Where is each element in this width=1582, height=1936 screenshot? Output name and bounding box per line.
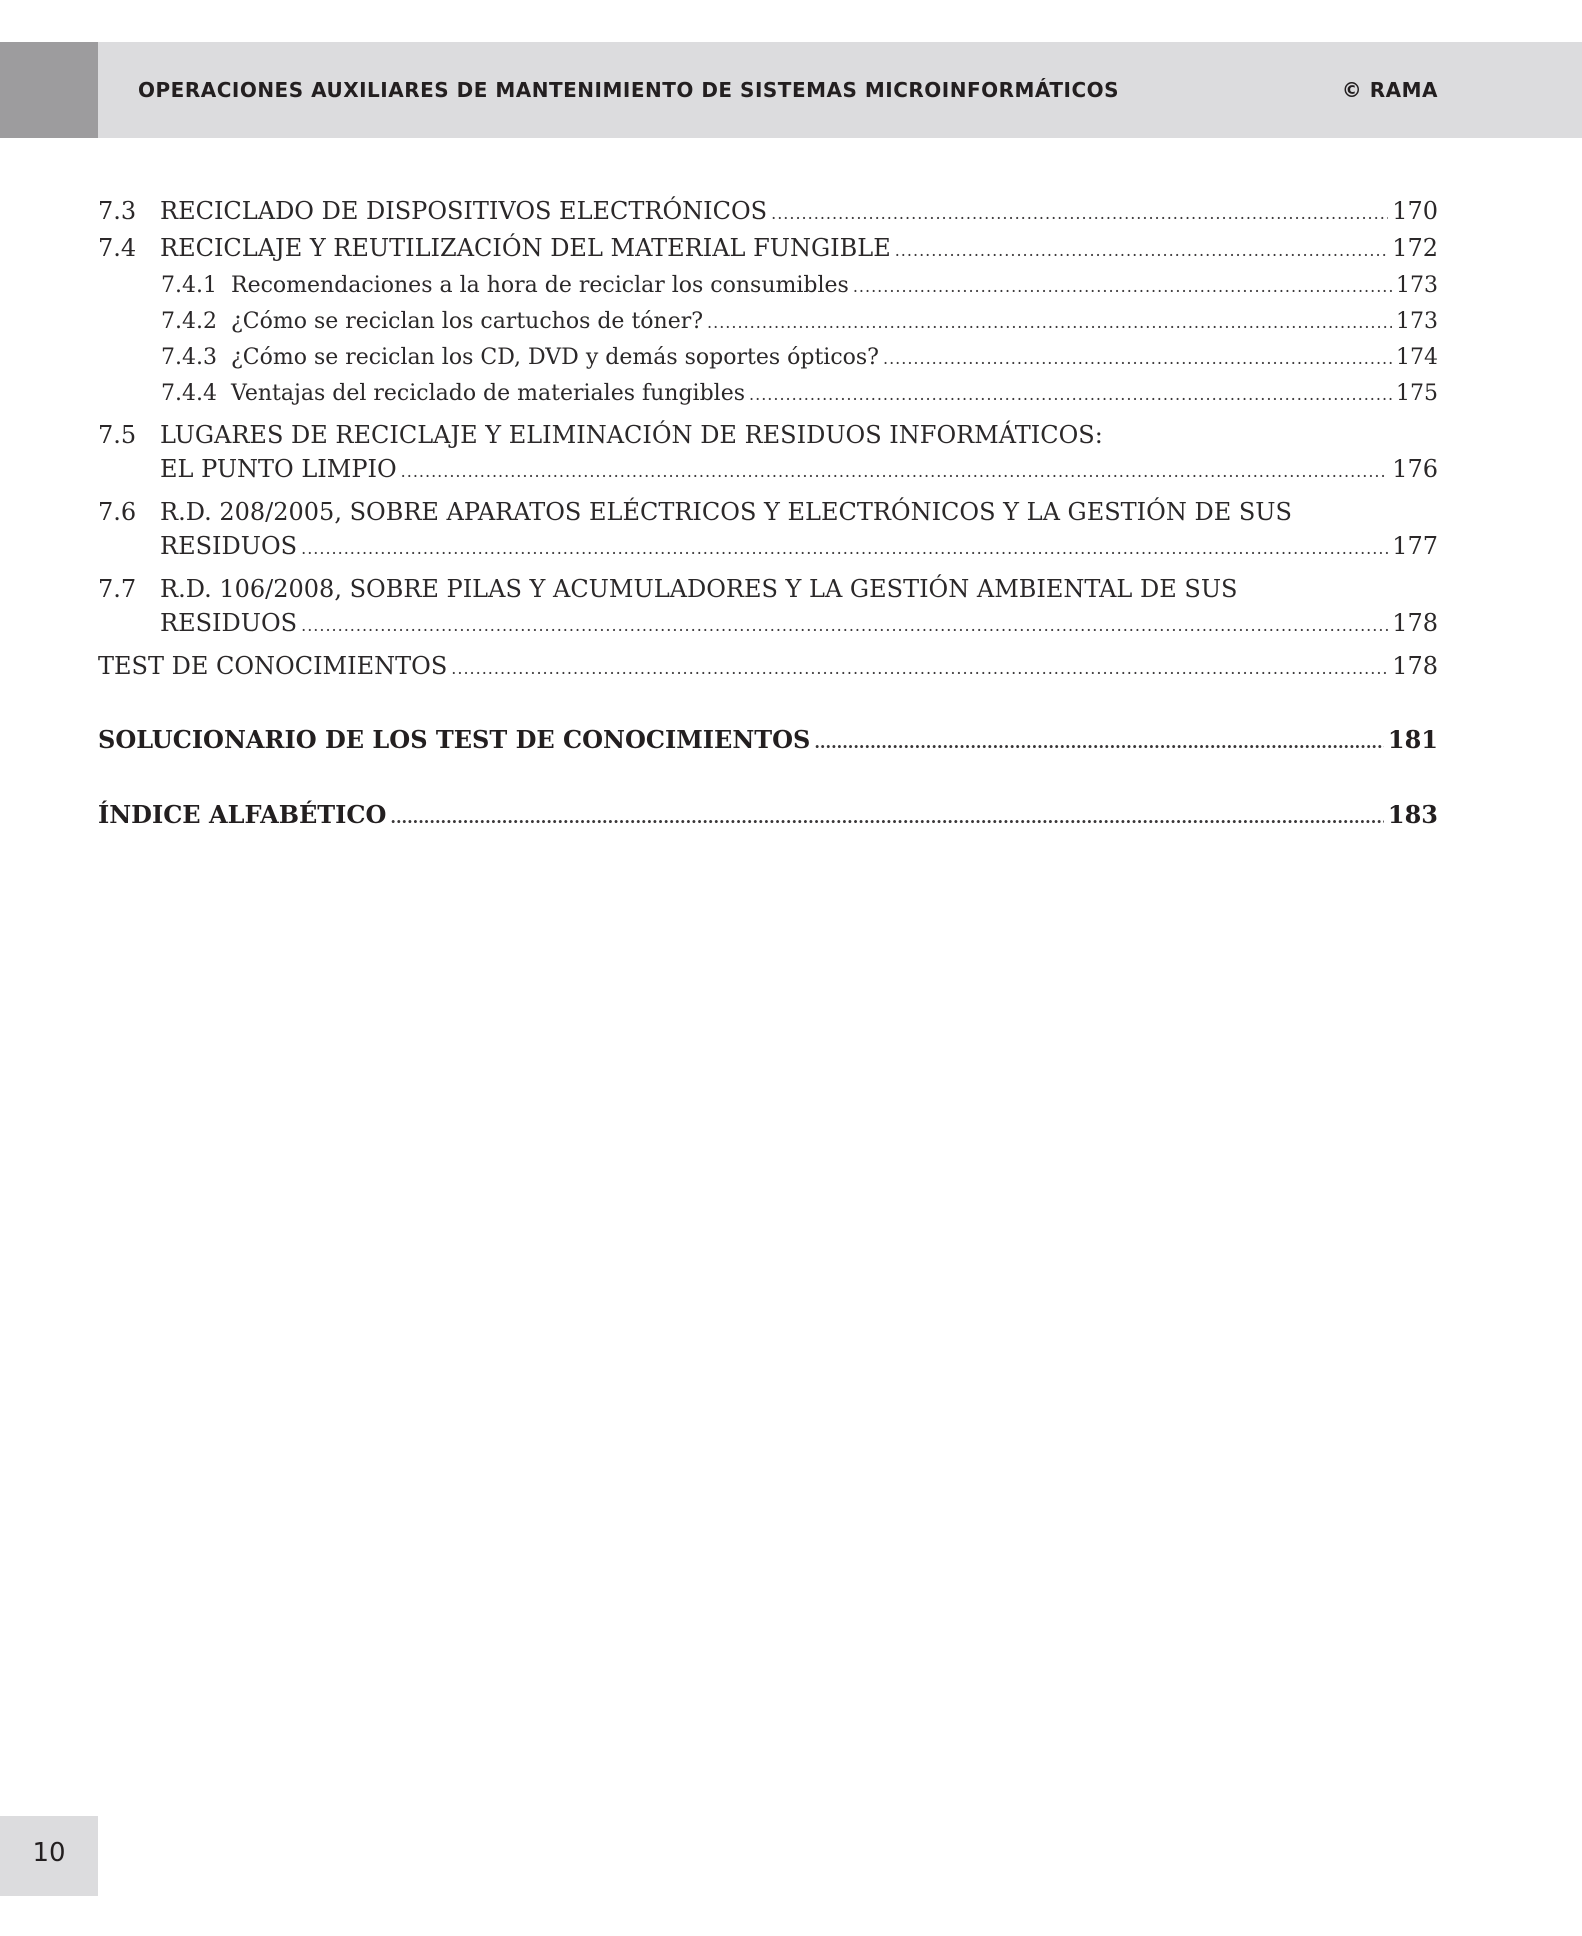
toc-entry-number: 7.3 — [98, 197, 137, 225]
toc-entry-solucionario[interactable] — [98, 723, 1438, 760]
dot-leader — [707, 305, 1392, 340]
toc-entry-7-3[interactable] — [98, 194, 1438, 231]
toc-entry-title: Ventajas del reciclado de materiales fungibles — [231, 381, 746, 406]
running-header-title: OPERACIONES AUXILIARES DE MANTENIMIENTO DE SISTEMAS MICROINFORMÁTICOS — [138, 78, 1120, 102]
toc-entry-7-4-1[interactable] — [98, 268, 1438, 304]
toc-entry-number: 7.7 — [98, 575, 137, 603]
toc-entry-7-7[interactable] — [98, 572, 1438, 643]
toc-entry-page: 174 — [1396, 345, 1438, 370]
toc-entry-title: ÍNDICE ALFABÉTICO — [98, 800, 387, 829]
toc-entry-title: Recomendaciones a la hora de reciclar los consumibles — [231, 273, 849, 298]
toc-entry-title: TEST DE CONOCIMIENTOS — [98, 652, 448, 680]
toc-entry-7-4-2[interactable] — [98, 304, 1438, 340]
toc-entry-number: 7.6 — [98, 498, 137, 526]
header-tab — [0, 42, 98, 138]
dot-leader — [814, 726, 1384, 760]
toc-entry-title: ¿Cómo se reciclan los CD, DVD y demás soportes ópticos? — [231, 345, 879, 370]
dot-leader — [301, 609, 1388, 643]
toc-entry-number: 7.4.2 — [161, 309, 217, 334]
dot-leader — [749, 377, 1392, 412]
running-header-publisher: © RAMA — [1341, 78, 1438, 102]
dot-leader — [401, 455, 1389, 489]
toc-entry-indice-alfabetico[interactable] — [98, 798, 1438, 835]
toc-entry-title: SOLUCIONARIO DE LOS TEST DE CONOCIMIENTOS — [98, 725, 811, 754]
toc-entry-page: 173 — [1396, 309, 1438, 334]
toc-entry-page: 172 — [1392, 234, 1438, 262]
page-number: 10 — [32, 1838, 66, 1868]
dot-leader — [390, 801, 1384, 835]
toc-entry-title-continued: RESIDUOS — [160, 532, 298, 560]
dot-leader — [451, 652, 1388, 686]
dot-leader — [895, 234, 1388, 268]
toc-entry-7-6[interactable] — [98, 495, 1438, 566]
toc-entry-title-continued: EL PUNTO LIMPIO — [160, 455, 397, 483]
table-of-contents — [98, 194, 1438, 835]
toc-entry-page: 178 — [1392, 652, 1438, 680]
toc-entry-number: 7.4.4 — [161, 381, 217, 406]
toc-entry-number: 7.4.3 — [161, 345, 217, 370]
toc-entry-number: 7.5 — [98, 421, 137, 449]
toc-entry-title: R.D. 106/2008, SOBRE PILAS Y ACUMULADORES Y LA GESTIÓN AMBIENTAL DE SUS — [160, 575, 1238, 603]
toc-entry-title: LUGARES DE RECICLAJE Y ELIMINACIÓN DE RESIDUOS INFORMÁTICOS: — [160, 421, 1103, 449]
toc-entry-page: 183 — [1387, 800, 1438, 829]
toc-entry-number: 7.4.1 — [161, 273, 217, 298]
toc-entry-page: 173 — [1396, 273, 1438, 298]
toc-entry-page: 178 — [1392, 609, 1438, 637]
dot-leader — [883, 341, 1392, 376]
toc-entry-test[interactable] — [98, 649, 1438, 686]
toc-entry-page: 177 — [1392, 532, 1438, 560]
toc-entry-title: RECICLADO DE DISPOSITIVOS ELECTRÓNICOS — [160, 197, 768, 225]
dot-leader — [301, 532, 1388, 566]
dot-leader — [771, 197, 1388, 231]
toc-entry-number: 7.4 — [98, 234, 137, 262]
toc-entry-page: 176 — [1392, 455, 1438, 483]
toc-entry-7-4-3[interactable] — [98, 340, 1438, 376]
dot-leader — [853, 269, 1392, 304]
toc-entry-7-4[interactable] — [98, 231, 1438, 268]
toc-entry-title: R.D. 208/2005, SOBRE APARATOS ELÉCTRICOS Y ELECTRÓNICOS Y LA GESTIÓN DE SUS — [160, 498, 1292, 526]
toc-entry-page: 170 — [1392, 197, 1438, 225]
toc-entry-7-4-4[interactable] — [98, 376, 1438, 412]
toc-entry-title-continued: RESIDUOS — [160, 609, 298, 637]
toc-entry-page: 175 — [1396, 381, 1438, 406]
toc-entry-title: ¿Cómo se reciclan los cartuchos de tóner? — [231, 309, 704, 334]
toc-entry-page: 181 — [1387, 725, 1438, 754]
toc-entry-7-5[interactable] — [98, 418, 1438, 489]
toc-entry-title: RECICLAJE Y REUTILIZACIÓN DEL MATERIAL FUNGIBLE — [160, 234, 891, 262]
